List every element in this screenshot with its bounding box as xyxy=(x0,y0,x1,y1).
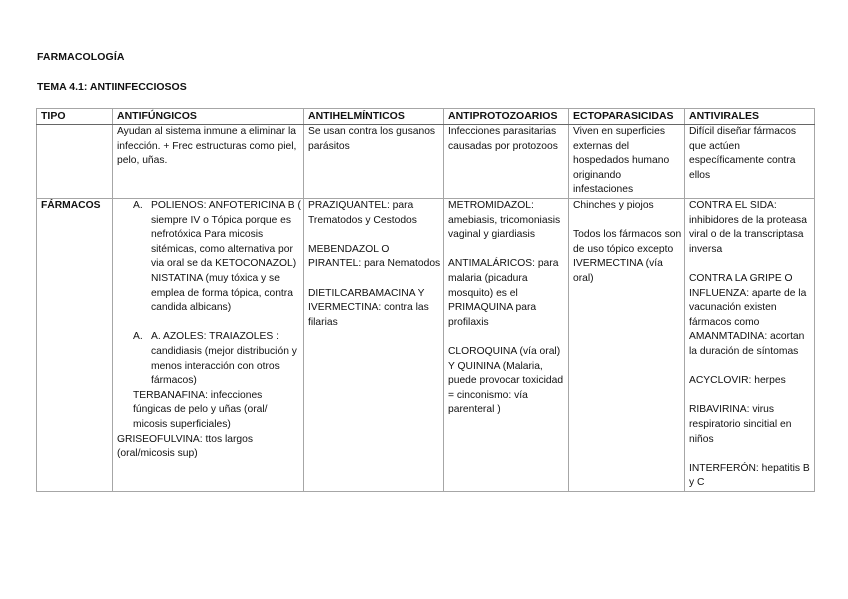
header-ectoparasicidas: ECTOPARASICIDAS xyxy=(569,109,685,125)
table-row-farmacos xyxy=(37,199,815,492)
cell-tipo-antiprotozoarios: Infecciones parasitarias causadas por protozoos xyxy=(444,125,569,199)
cell-tipo-antifungicos: Ayudan al sistema inmune a eliminar la infección. + Frec estructuras como piel, pelo, uñas. xyxy=(113,125,304,199)
section-title: TEMA 4.1: ANTIINFECCIOSOS xyxy=(37,81,187,93)
table-header-row xyxy=(37,109,815,125)
cell-farmacos-ectoparasicidas xyxy=(569,199,685,492)
metronidazol-text: METROMIDAZOL: amebiasis, tricomoniasis vaginal y giardiasis xyxy=(448,200,561,241)
list-marker: A. xyxy=(133,331,143,343)
cell-tipo-antivirales: Difícil diseñar fármacos que actúen específicamente contra ellos xyxy=(685,125,815,199)
cell-farmacos-antihelminticos xyxy=(304,199,444,492)
griseofulvina-text: GRISEOFULVINA: ttos largos (oral/micosis sup) xyxy=(117,433,253,460)
header-antiprotozoarios: ANTIPROTOZOARIOS xyxy=(444,109,569,125)
list-item-azoles xyxy=(117,330,301,388)
cell-farmacos-antiprotozoarios xyxy=(444,199,569,492)
header-antivirales: ANTIVIRALES xyxy=(685,109,815,125)
ribavirina-text: RIBAVIRINA: virus respiratorio sincitial en niños xyxy=(689,404,792,445)
cell-tipo-antihelminticos: Se usan contra los gusanos parásitos xyxy=(304,125,444,199)
mebendazol-text: MEBENDAZOL O PIRANTEL: para Nematodos xyxy=(308,243,441,270)
gripe-text: CONTRA LA GRIPE O INFLUENZA: aparte de la vacunación existen fármacos como AMANMTADINA: acortan la duración de síntomas xyxy=(689,272,807,357)
interferon-text: INTERFERÓN: hepatitis B y C xyxy=(689,462,810,489)
header-tipo: TIPO xyxy=(37,109,113,125)
antimalaricos-text: ANTIMALÁRICOS: para malaria (picadura mosquito) es el PRIMAQUINA para profilaxis xyxy=(448,258,559,328)
sida-text: CONTRA EL SIDA: inhibidores de la proteasa viral o de la transcriptasa inversa xyxy=(689,200,807,255)
header-antihelminticos: ANTIHELMÍNTICOS xyxy=(304,109,444,125)
acyclovir-text: ACYCLOVIR: herpes xyxy=(689,375,786,387)
list-item-polienos xyxy=(117,199,301,316)
antiinfecciosos-table xyxy=(36,108,815,492)
dietilcarbamacina-text: DIETILCARBAMACINA Y IVERMECTINA: contra las filarias xyxy=(308,287,429,328)
uso-topico-text: Todos los fármacos son de uso tópico excepto IVERMECTINA (vía oral) xyxy=(573,229,682,284)
table-row-tipo xyxy=(37,125,815,199)
cell-tipo-label xyxy=(37,125,113,199)
cell-tipo-ectoparasicidas: Viven en superficies externas del hospedados humano originando infestaciones xyxy=(569,125,685,199)
polienos-text: POLIENOS: ANFOTERICINA B ( siempre IV o Tópica porque es nefrotóxica Para micosis sitémicas, como alternativa por via oral se da KETOCONAZOL) NISTATINA (muy tóxica y se emplea de forma tópica, contra candida albicans) xyxy=(151,200,301,314)
terbinafina-text: TERBANAFINA: infecciones fúngicas de pelo y uñas (oral/ micosis superficiales) xyxy=(133,389,268,430)
cell-farmacos-antifungicos xyxy=(113,199,304,492)
list-marker: A. xyxy=(133,200,143,211)
chinches-text: Chinches y piojos xyxy=(573,200,654,211)
cloroquina-text: CLOROQUINA (vía oral) Y QUININA (Malaria, puede provocar toxicidad = cinconismo: vía parenteral ) xyxy=(448,345,564,416)
header-antifungicos: ANTIFÚNGICOS xyxy=(113,109,304,125)
cell-farmacos-label: FÁRMACOS xyxy=(37,199,113,492)
document-title: FARMACOLOGÍA xyxy=(37,51,125,63)
praziquantel-text: PRAZIQUANTEL: para Trematodos y Cestodos xyxy=(308,200,417,226)
azoles-text: A. AZOLES: TRAIAZOLES : candidiasis (mejor distribución y menos interacción con otros fármacos) xyxy=(151,331,297,387)
cell-farmacos-antivirales xyxy=(685,199,815,492)
